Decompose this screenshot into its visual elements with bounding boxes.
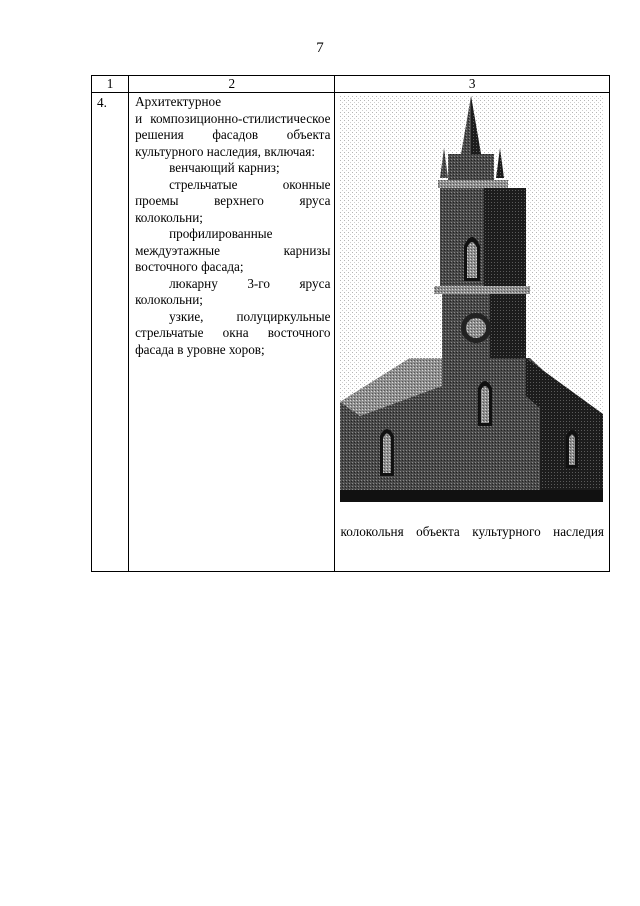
row-description — [129, 93, 335, 572]
desc-item-narrow-windows: узкие, полуциркульные стрельчатые окна восточного фасада в уровне хоров; — [135, 308, 331, 357]
table-row — [92, 93, 610, 572]
desc-item-cornice: венчающий карниз; — [169, 160, 280, 175]
desc-item-lancet-openings: стрельчатые оконные проемы верхнего яруса колокольни; — [135, 176, 331, 225]
page-number: 7 — [316, 40, 324, 56]
desc-item-profiled-cornices: профилированные междуэтажные карнизы восточного фасада; — [135, 226, 331, 274]
photo-caption: колокольня объекта культурного наследия — [340, 524, 604, 539]
photo-cell — [335, 93, 610, 572]
row-number: 4. — [92, 93, 129, 572]
header-col-3: 3 — [335, 76, 610, 93]
table-header-row — [92, 76, 610, 93]
header-col-1: 1 — [92, 76, 129, 93]
church-bell-tower-photo — [340, 96, 603, 502]
desc-line-composition: и композиционно-стилистическое решения фасадов объекта культурного наследия, включая: — [135, 110, 331, 159]
heritage-table — [91, 75, 610, 572]
desc-item-dormer: люкарну 3-го яруса колокольни; — [135, 275, 331, 307]
desc-line-architectural: Архитектурное — [135, 94, 222, 109]
header-col-2: 2 — [129, 76, 335, 93]
